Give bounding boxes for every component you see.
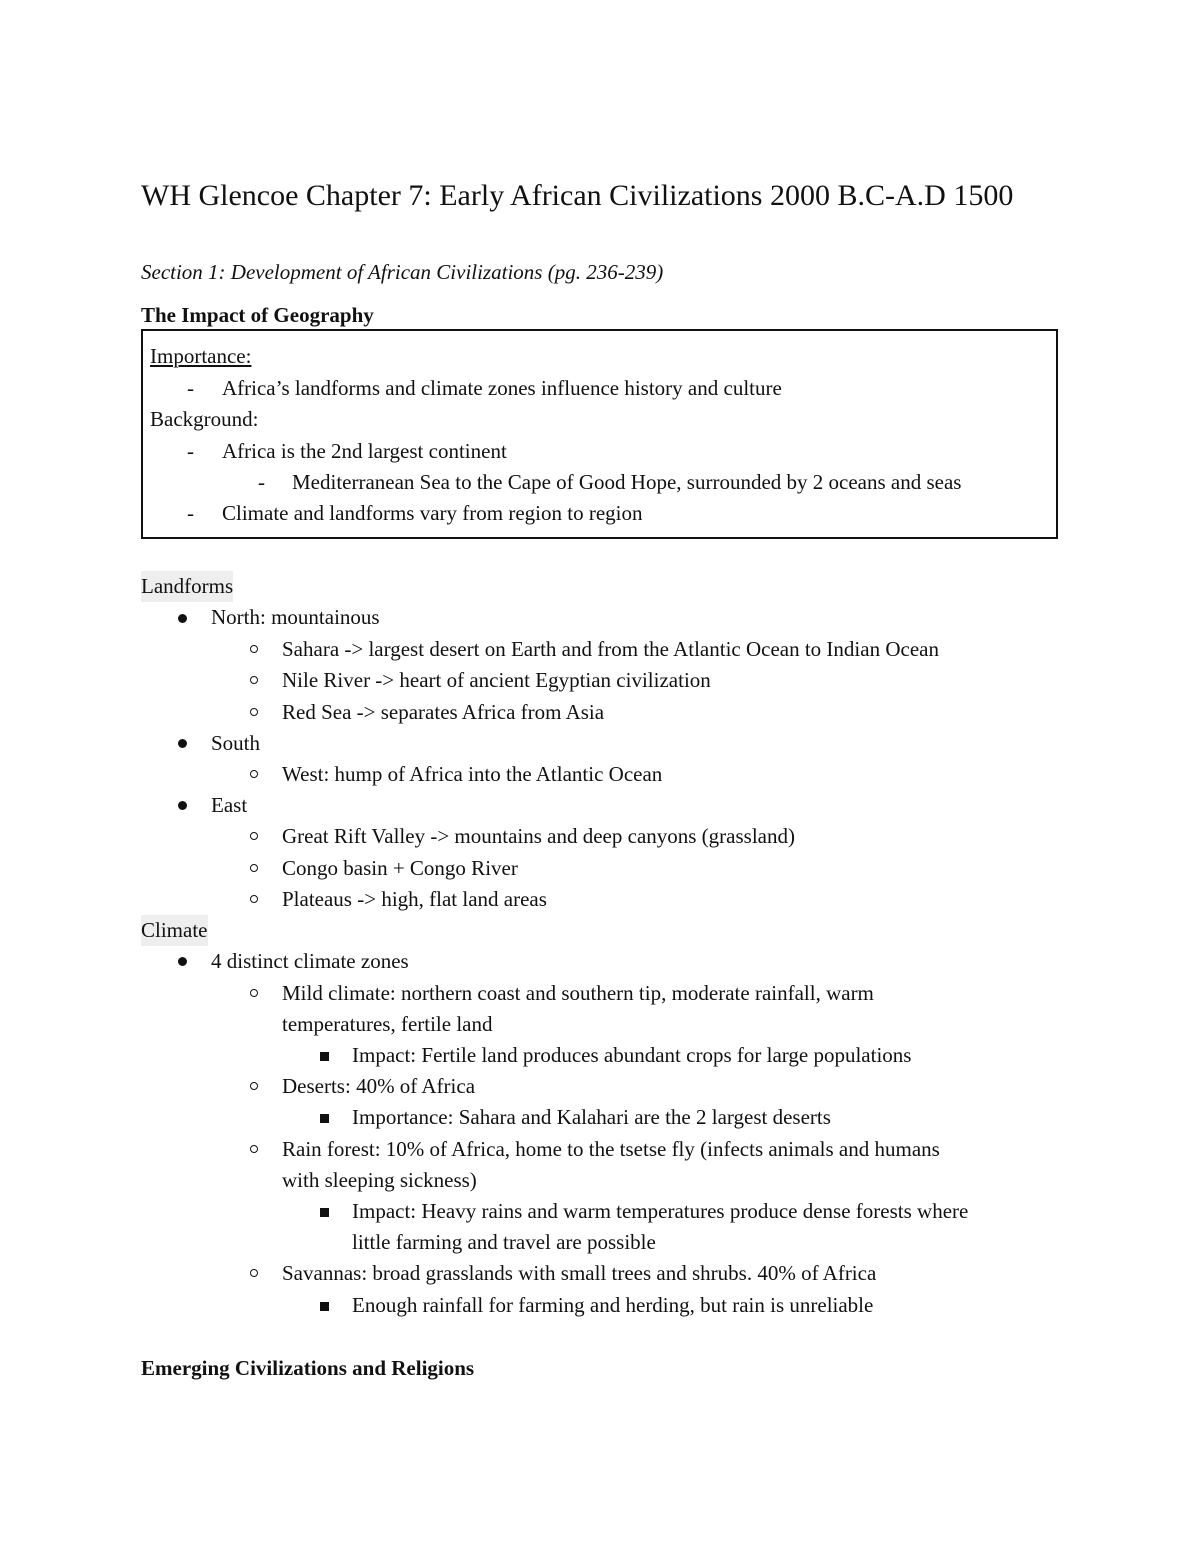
bullet-dot (178, 957, 187, 966)
bullet-ring (250, 708, 258, 716)
list-item: Sahara -> largest desert on Earth and from the Atlantic Ocean to Indian Ocean (282, 637, 939, 661)
list-item-continuation: with sleeping sickness) (282, 1168, 477, 1192)
bullet-ring (250, 676, 258, 684)
heading-emerging-civilizations: Emerging Civilizations and Religions (141, 1356, 475, 1380)
background-item: Africa is the 2nd largest continent (222, 439, 507, 463)
bullet-ring (250, 832, 258, 840)
bullet-ring (250, 1145, 258, 1153)
bullet-square (320, 1208, 329, 1217)
list-item: South (211, 731, 261, 755)
list-item: North: mountainous (211, 605, 380, 629)
list-item: Impact: Fertile land produces abundant crops for large populations (352, 1043, 912, 1067)
bullet-ring (250, 989, 258, 997)
list-item: Great Rift Valley -> mountains and deep canyons (grassland) (282, 824, 795, 848)
bullet-dot (178, 739, 187, 748)
list-item: East (211, 793, 248, 817)
list-item: Plateaus -> high, flat land areas (282, 887, 547, 911)
list-item: West: hump of Africa into the Atlantic Ocean (282, 762, 663, 786)
importance-item: Africa’s landforms and climate zones influence history and culture (222, 376, 782, 400)
list-item: Mild climate: northern coast and southern tip, moderate rainfall, warm (282, 981, 874, 1005)
document-title: WH Glencoe Chapter 7: Early African Civilizations 2000 B.C-A.D 1500 (141, 179, 1014, 212)
list-item: Deserts: 40% of Africa (282, 1074, 476, 1098)
dash-bullet: - (258, 470, 265, 494)
bullet-square (320, 1302, 329, 1311)
list-item: Nile River -> heart of ancient Egyptian civilization (282, 668, 711, 692)
heading-impact-of-geography: The Impact of Geography (141, 303, 374, 327)
bullet-dot (178, 801, 187, 810)
bullet-square (320, 1114, 329, 1123)
list-item: Importance: Sahara and Kalahari are the 2 largest deserts (352, 1105, 831, 1129)
dash-bullet: - (187, 501, 194, 525)
list-item: Rain forest: 10% of Africa, home to the tsetse fly (infects animals and humans (282, 1137, 940, 1161)
bullet-ring (250, 645, 258, 653)
list-item: 4 distinct climate zones (211, 949, 409, 973)
list-item: Savannas: broad grasslands with small trees and shrubs. 40% of Africa (282, 1261, 877, 1285)
bullet-ring (250, 1269, 258, 1277)
importance-label: Importance: (150, 344, 252, 368)
dash-bullet: - (187, 439, 194, 463)
background-label: Background: (150, 407, 259, 431)
bullet-ring (250, 895, 258, 903)
list-item: Impact: Heavy rains and warm temperatures produce dense forests where (352, 1199, 969, 1223)
bullet-square (320, 1052, 329, 1061)
list-item: Enough rainfall for farming and herding, but rain is unreliable (352, 1293, 874, 1317)
list-item-continuation: little farming and travel are possible (352, 1230, 656, 1254)
background-item: Climate and landforms vary from region to region (222, 501, 643, 525)
list-item: Congo basin + Congo River (282, 856, 518, 880)
climate-label: Climate (141, 915, 208, 946)
list-item-continuation: temperatures, fertile land (282, 1012, 493, 1036)
bullet-ring (250, 770, 258, 778)
bullet-dot (178, 614, 187, 623)
section-heading: Section 1: Development of African Civilizations (pg. 236-239) (141, 260, 664, 284)
landforms-label: Landforms (141, 571, 233, 602)
bullet-ring (250, 1082, 258, 1090)
list-item: Red Sea -> separates Africa from Asia (282, 700, 605, 724)
bullet-ring (250, 864, 258, 872)
background-subitem: Mediterranean Sea to the Cape of Good Hope, surrounded by 2 oceans and seas (292, 470, 962, 494)
dash-bullet: - (187, 376, 194, 400)
